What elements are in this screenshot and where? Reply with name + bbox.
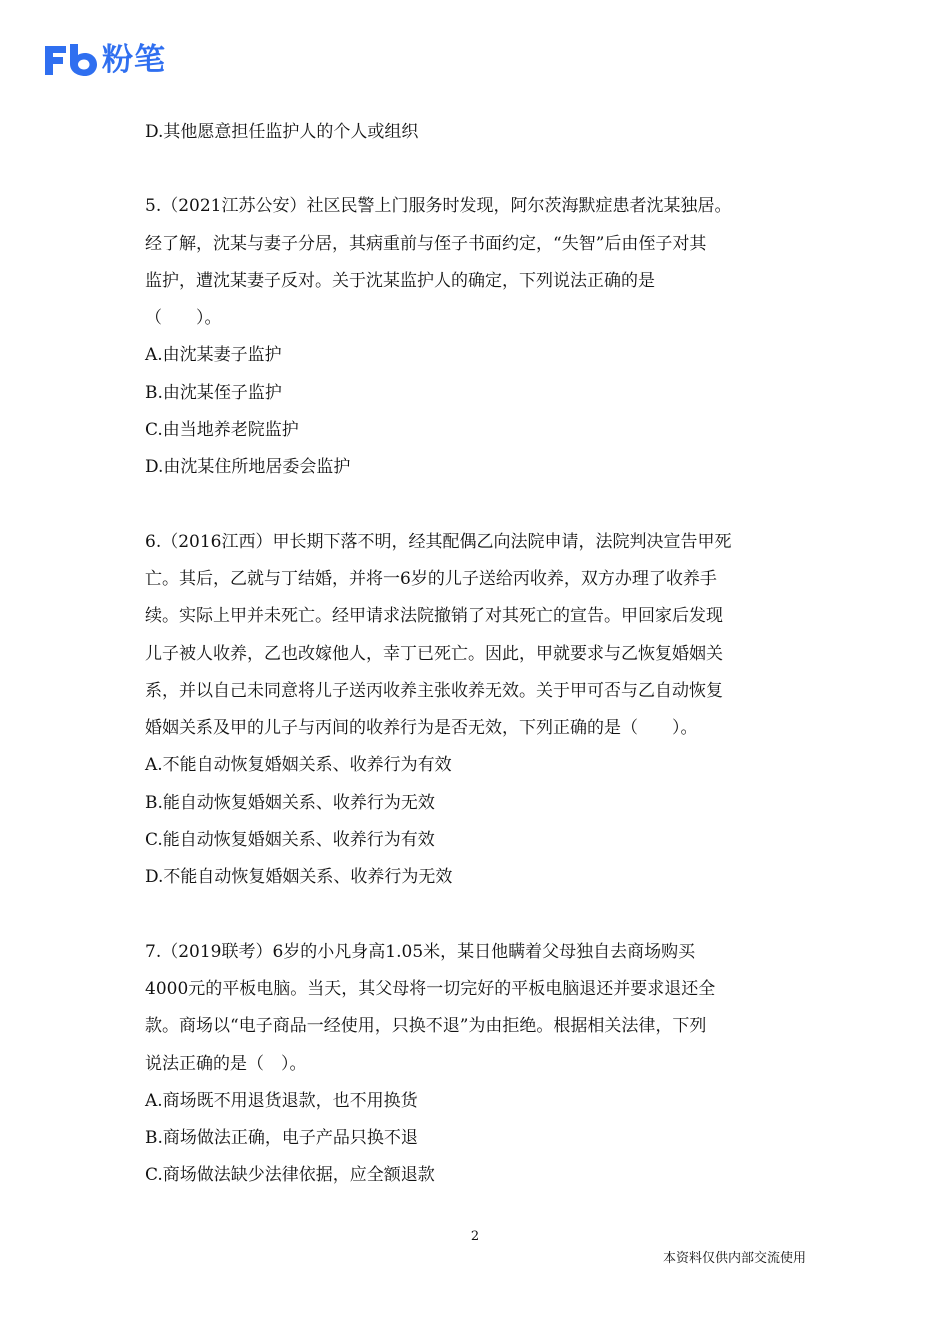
question-6-stem: 续。实际上甲并未死亡。经甲请求法院撤销了对其死亡的宣告。甲回家后发现	[145, 606, 723, 627]
question-7-option-c: C.商场做法缺少法律依据，应全额退款	[145, 1165, 435, 1186]
question-5-stem: 5.（2021江苏公安）社区民警上门服务时发现，阿尔茨海默症患者沈某独居。	[145, 196, 732, 217]
fenbi-logo-icon	[42, 42, 100, 78]
question-7-stem: 说法正确的是（ ）。	[145, 1053, 307, 1074]
option-line: D.其他愿意担任监护人的个人或组织	[145, 122, 419, 142]
question-6-stem: 亡。其后，乙就与丁结婚，并将一6岁的儿子送给丙收养，双方办理了收养手	[145, 568, 717, 589]
question-5-stem: 经了解，沈某与妻子分居，其病重前与侄子书面约定，“失智”后由侄子对其	[145, 233, 707, 254]
question-6-option-c: C.能自动恢复婚姻关系、收养行为有效	[145, 830, 435, 851]
question-6-stem: 婚姻关系及甲的儿子与丙间的收养行为是否无效，下列正确的是（ ）。	[145, 718, 698, 739]
logo-text: 粉笔	[102, 42, 166, 78]
question-5-option-b: B.由沈某侄子监护	[145, 382, 282, 403]
question-6-stem: 系，并以自己未同意将儿子送丙收养主张收养无效。关于甲可否与乙自动恢复	[145, 680, 723, 701]
question-7-stem: 款。商场以“电子商品一经使用，只换不退”为由拒绝。根据相关法律，下列	[145, 1016, 707, 1037]
question-5-blank: （ ）。	[145, 308, 222, 329]
page-number: 2	[470, 1229, 480, 1244]
question-5-option-c: C.由当地养老院监护	[145, 420, 299, 441]
question-5-option-d: D.由沈某住所地居委会监护	[145, 457, 351, 478]
question-5-option-a: A.由沈某妻子监护	[145, 345, 282, 366]
question-6-option-d: D.不能自动恢复婚姻关系、收养行为无效	[145, 867, 453, 888]
question-7-stem: 4000元的平板电脑。当天，其父母将一切完好的平板电脑退还并要求退还全	[145, 978, 716, 999]
spacer	[145, 151, 810, 188]
question-7-option-a: A.商场既不用退货退款，也不用换货	[145, 1090, 418, 1111]
brand-logo	[42, 40, 166, 80]
footer-note: 本资料仅供内部交流使用	[662, 1251, 806, 1266]
document-body	[145, 114, 810, 1195]
spacer	[145, 897, 810, 934]
question-7-option-b: B.商场做法正确，电子产品只换不退	[145, 1128, 418, 1149]
question-6-option-a: A.不能自动恢复婚姻关系、收养行为有效	[145, 755, 452, 776]
question-5-stem: 监护，遭沈某妻子反对。关于沈某监护人的确定，下列说法正确的是	[145, 270, 655, 291]
question-6-stem: 儿子被人收养，乙也改嫁他人，幸丁已死亡。因此，甲就要求与乙恢复婚姻关	[145, 643, 723, 664]
question-7-stem: 7.（2019联考）6岁的小凡身高1.05米，某日他瞒着父母独自去商场购买	[145, 941, 696, 962]
spacer	[145, 487, 810, 524]
question-6-stem: 6.（2016江西）甲长期下落不明，经其配偶乙向法院申请，法院判决宣告甲死	[145, 531, 732, 552]
question-6-option-b: B.能自动恢复婚姻关系、收养行为无效	[145, 792, 435, 813]
